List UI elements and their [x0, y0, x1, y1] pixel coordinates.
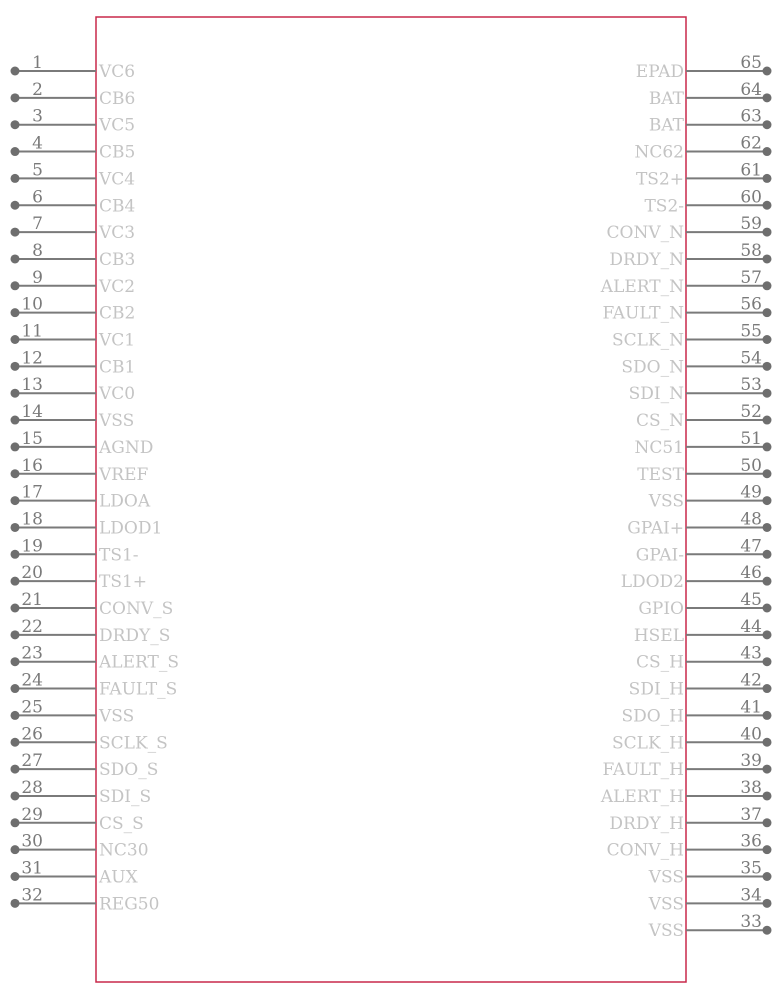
pin-name: NC51	[634, 437, 684, 458]
left-pin-20	[11, 563, 148, 592]
left-pin-1	[11, 53, 136, 82]
pin-name: CS_S	[99, 813, 144, 834]
pin-terminal-dot[interactable]	[763, 818, 772, 827]
pin-number: 19	[21, 536, 43, 557]
pin-terminal-dot[interactable]	[763, 845, 772, 854]
pin-terminal-dot[interactable]	[11, 899, 20, 908]
pin-name: SDI_N	[628, 384, 684, 405]
pin-number: 61	[740, 160, 762, 181]
pin-terminal-dot[interactable]	[11, 657, 20, 666]
right-pin-61	[636, 160, 772, 189]
pin-terminal-dot[interactable]	[11, 872, 20, 881]
right-pin-39	[603, 751, 772, 780]
pin-terminal-dot[interactable]	[11, 469, 20, 478]
left-pin-31	[11, 859, 139, 888]
pin-number: 7	[32, 214, 43, 235]
pin-name: GPAI+	[627, 518, 684, 539]
pin-name: NC30	[99, 840, 149, 861]
pin-name: CONV_S	[99, 599, 174, 619]
pin-number: 31	[21, 858, 43, 879]
pin-number: 49	[740, 482, 762, 503]
pin-terminal-dot[interactable]	[11, 147, 20, 156]
left-pin-7	[11, 214, 136, 243]
pin-name: CONV_H	[606, 840, 684, 861]
left-pin-25	[11, 697, 135, 726]
pin-terminal-dot[interactable]	[11, 738, 20, 747]
right-pin-58	[609, 241, 771, 270]
pin-number: 12	[21, 348, 43, 369]
pin-number: 30	[21, 831, 43, 852]
pin-number: 54	[740, 348, 762, 369]
left-pin-28	[11, 778, 152, 807]
pin-name: SDO_S	[99, 760, 159, 781]
right-pin-45	[638, 590, 771, 619]
pin-terminal-dot[interactable]	[763, 765, 772, 774]
pin-number: 1	[32, 53, 43, 73]
pin-number: 23	[21, 643, 43, 664]
pin-number: 58	[740, 240, 762, 261]
pin-name: VC2	[99, 276, 136, 297]
right-pin-42	[629, 671, 772, 700]
pin-name: CB2	[99, 303, 136, 324]
right-pin-49	[648, 483, 772, 512]
pin-terminal-dot[interactable]	[11, 93, 20, 102]
pin-number: 35	[740, 858, 762, 879]
pin-name: VSS	[99, 411, 135, 432]
pin-number: 8	[32, 240, 43, 261]
pin-number: 40	[740, 724, 762, 745]
pin-terminal-dot[interactable]	[11, 389, 20, 398]
pin-number: 63	[740, 106, 762, 127]
pin-terminal-dot[interactable]	[763, 926, 772, 935]
pin-number: 21	[21, 590, 43, 610]
pin-number: 24	[21, 670, 43, 691]
pin-terminal-dot[interactable]	[11, 791, 20, 800]
pin-terminal-dot[interactable]	[11, 174, 20, 183]
pin-number: 4	[32, 133, 43, 154]
pin-terminal-dot[interactable]	[763, 120, 772, 129]
pin-number: 47	[740, 536, 762, 557]
pin-number: 50	[740, 455, 762, 476]
right-pin-41	[621, 697, 771, 726]
pin-terminal-dot[interactable]	[763, 201, 772, 210]
left-pin-9	[11, 268, 136, 297]
pin-terminal-dot[interactable]	[763, 147, 772, 156]
left-pin-4	[11, 134, 136, 163]
pin-terminal-dot[interactable]	[763, 254, 772, 263]
pin-number: 28	[21, 777, 43, 798]
pin-terminal-dot[interactable]	[763, 496, 772, 505]
pin-number: 26	[21, 724, 43, 745]
left-pin-11	[11, 322, 136, 351]
right-pin-37	[609, 805, 771, 834]
pin-terminal-dot[interactable]	[763, 335, 772, 344]
pin-name: VC0	[99, 384, 136, 405]
pin-number: 43	[740, 643, 762, 664]
pin-name: REG50	[99, 894, 160, 915]
pin-terminal-dot[interactable]	[763, 577, 772, 586]
pin-name: BAT	[648, 115, 684, 136]
pin-name: TS2-	[644, 196, 684, 217]
pin-number: 34	[740, 885, 762, 906]
pin-terminal-dot[interactable]	[763, 442, 772, 451]
pin-name: VC3	[99, 223, 136, 244]
pin-terminal-dot[interactable]	[763, 174, 772, 183]
pin-number: 64	[740, 79, 762, 100]
pin-name: CS_N	[635, 411, 684, 432]
ic-body-outline	[96, 17, 686, 982]
left-pin-19	[11, 536, 139, 565]
pin-number: 57	[740, 267, 762, 288]
pin-number: 14	[21, 402, 43, 423]
pin-number: 16	[21, 455, 43, 476]
pin-name: GPIO	[638, 599, 684, 619]
pin-terminal-dot[interactable]	[11, 818, 20, 827]
pin-name: TEST	[637, 464, 684, 485]
pin-name: SDO_H	[621, 706, 684, 727]
pin-number: 17	[21, 482, 43, 503]
pin-number: 53	[740, 375, 762, 396]
left-pin-24	[11, 671, 178, 700]
pin-terminal-dot[interactable]	[11, 308, 20, 317]
pin-number: 18	[21, 509, 43, 530]
pin-number: 45	[740, 590, 762, 610]
right-pin-40	[612, 724, 771, 753]
pin-number: 41	[740, 697, 762, 718]
left-pin-group	[11, 53, 179, 914]
pin-terminal-dot[interactable]	[763, 281, 772, 290]
pin-name: TS1+	[99, 572, 148, 593]
pin-terminal-dot[interactable]	[763, 389, 772, 398]
right-pin-63	[649, 107, 772, 136]
pin-number: 9	[32, 267, 43, 288]
pin-terminal-dot[interactable]	[11, 711, 20, 720]
pin-name: VC5	[99, 115, 136, 136]
pin-number: 10	[21, 294, 43, 315]
pin-name: CONV_N	[606, 223, 684, 244]
right-pin-36	[607, 832, 772, 861]
pin-number: 32	[21, 885, 43, 906]
pin-number: 52	[740, 402, 762, 423]
pin-terminal-dot[interactable]	[763, 791, 772, 800]
pin-terminal-dot[interactable]	[763, 523, 772, 532]
pin-terminal-dot[interactable]	[763, 469, 772, 478]
pin-terminal-dot[interactable]	[763, 872, 772, 881]
pin-number: 3	[32, 106, 43, 127]
left-pin-3	[11, 107, 136, 136]
right-pin-51	[634, 429, 771, 458]
left-pin-22	[11, 617, 171, 646]
pin-number: 20	[21, 563, 43, 584]
pin-terminal-dot[interactable]	[11, 550, 20, 559]
pin-terminal-dot[interactable]	[11, 496, 20, 505]
pin-name: SCLK_H	[612, 733, 684, 754]
right-pin-35	[648, 859, 772, 888]
pin-name: CB6	[99, 88, 136, 109]
pin-number: 65	[740, 53, 762, 73]
left-pin-12	[11, 348, 136, 377]
pin-terminal-dot[interactable]	[11, 845, 20, 854]
pin-terminal-dot[interactable]	[11, 630, 20, 639]
pin-terminal-dot[interactable]	[763, 362, 772, 371]
pin-terminal-dot[interactable]	[11, 442, 20, 451]
pin-terminal-dot[interactable]	[763, 684, 772, 693]
pin-terminal-dot[interactable]	[11, 523, 20, 532]
pin-name: CB1	[99, 357, 136, 378]
right-pin-33	[648, 912, 772, 941]
pin-number: 27	[21, 751, 43, 772]
pin-name: CB3	[99, 249, 136, 270]
pin-terminal-dot[interactable]	[763, 738, 772, 747]
pin-terminal-dot[interactable]	[11, 684, 20, 693]
pin-terminal-dot[interactable]	[763, 93, 772, 102]
pin-name: VSS	[648, 894, 684, 915]
right-pin-48	[627, 509, 771, 538]
right-pin-56	[602, 295, 771, 324]
left-pin-10	[11, 295, 136, 324]
pin-number: 51	[740, 428, 762, 449]
pin-number: 36	[740, 831, 762, 852]
pin-terminal-dot[interactable]	[11, 281, 20, 290]
pin-name: TS1-	[99, 545, 139, 566]
pin-name: HSEL	[633, 625, 684, 646]
pin-number: 38	[740, 777, 762, 798]
pin-terminal-dot[interactable]	[11, 362, 20, 371]
pin-terminal-dot[interactable]	[11, 335, 20, 344]
pin-name: VSS	[99, 706, 135, 727]
pin-terminal-dot[interactable]	[763, 604, 772, 613]
right-pin-62	[634, 134, 771, 163]
pin-name: AGND	[99, 437, 154, 458]
pin-name: EPAD	[635, 62, 684, 82]
pin-name: GPAI-	[635, 545, 684, 566]
pin-name: BAT	[648, 88, 684, 109]
left-pin-32	[11, 885, 160, 914]
pin-name: FAULT_S	[99, 679, 178, 700]
pin-number: 44	[740, 616, 762, 637]
pin-number: 5	[32, 160, 43, 181]
pin-name: DRDY_N	[609, 249, 684, 270]
pin-name: SDI_S	[99, 786, 152, 807]
left-pin-16	[11, 456, 149, 485]
left-pin-18	[11, 509, 163, 538]
pin-number: 6	[32, 187, 43, 208]
pin-name: SDI_H	[628, 679, 684, 700]
pin-terminal-dot[interactable]	[11, 416, 20, 425]
pin-number: 48	[740, 509, 762, 530]
right-pin-44	[634, 617, 772, 646]
right-pin-34	[648, 885, 772, 914]
pin-terminal-dot[interactable]	[763, 228, 772, 237]
pin-number: 55	[740, 321, 762, 342]
left-pin-26	[11, 724, 168, 753]
right-pin-53	[629, 375, 772, 404]
pin-terminal-dot[interactable]	[11, 577, 20, 586]
left-pin-30	[11, 832, 149, 861]
pin-name: ALERT_S	[99, 652, 179, 673]
pin-terminal-dot[interactable]	[11, 120, 20, 129]
pin-name: VREF	[99, 464, 149, 485]
right-pin-59	[607, 214, 772, 243]
pin-name: FAULT_N	[602, 303, 684, 324]
pin-number: 37	[740, 804, 762, 825]
pin-name: LDOA	[99, 491, 151, 512]
pin-number: 2	[32, 79, 43, 100]
pin-terminal-dot[interactable]	[11, 604, 20, 613]
left-pin-21	[11, 590, 174, 619]
pin-number: 25	[21, 697, 43, 718]
pin-name: LDOD2	[620, 572, 684, 593]
right-pin-50	[637, 456, 771, 485]
left-pin-15	[11, 429, 154, 458]
pin-number: 15	[21, 428, 43, 449]
left-pin-17	[11, 483, 151, 512]
pin-terminal-dot[interactable]	[11, 201, 20, 210]
pin-name: VSS	[648, 867, 684, 888]
left-pin-5	[11, 160, 136, 189]
pin-name: NC62	[634, 142, 684, 163]
left-pin-27	[11, 751, 159, 780]
pin-number: 42	[740, 670, 762, 691]
pin-name: SCLK_S	[99, 733, 168, 754]
pin-name: DRDY_H	[609, 813, 684, 834]
pin-name: SDO_N	[621, 357, 684, 378]
pin-number: 29	[21, 804, 43, 825]
pin-number: 11	[21, 321, 43, 342]
pin-number: 46	[740, 563, 762, 584]
pin-number: 39	[740, 751, 762, 772]
pin-number: 60	[740, 187, 762, 208]
pin-name: ALERT_N	[600, 276, 684, 297]
pin-number: 33	[740, 912, 762, 933]
right-pin-43	[636, 644, 771, 673]
pin-terminal-dot[interactable]	[763, 308, 772, 317]
pin-name: TS2+	[635, 169, 684, 190]
right-pin-55	[612, 322, 772, 351]
right-pin-64	[649, 80, 772, 109]
pin-number: 56	[740, 294, 762, 315]
left-pin-29	[11, 805, 144, 834]
pin-terminal-dot[interactable]	[763, 657, 772, 666]
left-pin-2	[11, 80, 136, 109]
pin-terminal-dot[interactable]	[11, 254, 20, 263]
pin-name: AUX	[99, 867, 138, 888]
left-pin-23	[11, 644, 179, 673]
pin-terminal-dot[interactable]	[763, 550, 772, 559]
pin-name: VC4	[99, 169, 136, 190]
right-pin-46	[621, 563, 772, 592]
pin-name: ALERT_H	[600, 786, 684, 807]
pin-name: VC1	[99, 330, 136, 351]
pin-terminal-dot[interactable]	[11, 765, 20, 774]
pin-name: VSS	[648, 921, 684, 942]
left-pin-14	[11, 402, 135, 431]
pin-terminal-dot[interactable]	[763, 630, 772, 639]
pin-name: SCLK_N	[611, 330, 684, 351]
pin-name: DRDY_S	[99, 625, 171, 646]
left-pin-13	[11, 375, 136, 404]
right-pin-60	[644, 187, 771, 216]
pin-terminal-dot[interactable]	[763, 416, 772, 425]
pin-number: 13	[21, 375, 43, 396]
pin-number: 22	[21, 616, 43, 637]
left-pin-6	[11, 187, 136, 216]
pin-name: FAULT_H	[602, 760, 684, 781]
pin-number: 62	[740, 133, 762, 154]
pin-name: LDOD1	[99, 518, 163, 539]
right-pin-47	[636, 536, 772, 565]
pin-terminal-dot[interactable]	[11, 228, 20, 237]
pin-terminal-dot[interactable]	[763, 711, 772, 720]
pin-terminal-dot[interactable]	[763, 899, 772, 908]
pin-name: CS_H	[636, 652, 684, 673]
pin-terminal-dot[interactable]	[763, 67, 772, 76]
pin-name: VSS	[648, 491, 684, 512]
right-pin-52	[636, 402, 772, 431]
pin-name: CB4	[99, 196, 136, 217]
pin-number: 59	[740, 214, 762, 235]
right-pin-54	[621, 348, 771, 377]
pin-name: CB5	[99, 142, 136, 163]
right-pin-65	[636, 53, 772, 82]
pin-name: VC6	[99, 62, 136, 82]
left-pin-8	[11, 241, 136, 270]
pin-terminal-dot[interactable]	[11, 67, 20, 76]
